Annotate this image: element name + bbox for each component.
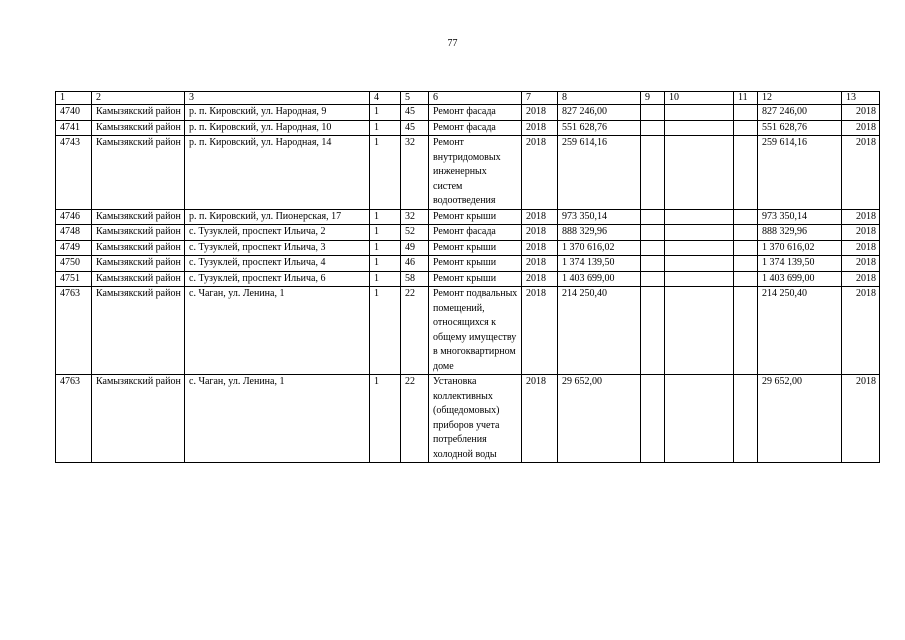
- col9-cell: [641, 209, 665, 225]
- col11-cell: [734, 209, 758, 225]
- address-cell: р. п. Кировский, ул. Народная, 9: [185, 105, 370, 121]
- col5-cell: 32: [401, 136, 429, 210]
- work-type-cell: Ремонт внутридомовых инженерных систем водоотведения: [429, 136, 522, 210]
- col10-cell: [665, 105, 734, 121]
- row-id-cell: 4746: [56, 209, 92, 225]
- col5-cell: 22: [401, 375, 429, 463]
- year-cell: 2018: [522, 256, 558, 272]
- col11-cell: [734, 136, 758, 210]
- col11-cell: [734, 240, 758, 256]
- row-id-cell: 4748: [56, 225, 92, 241]
- col4-cell: 1: [370, 136, 401, 210]
- amount-cell: 973 350,14: [558, 209, 641, 225]
- table-row: [56, 271, 880, 287]
- data-table: [55, 91, 880, 463]
- total-cell: 551 628,76: [758, 120, 842, 136]
- address-cell: с. Тузуклей, проспект Ильича, 3: [185, 240, 370, 256]
- row-id-cell: 4763: [56, 287, 92, 375]
- header-cell: 5: [401, 92, 429, 105]
- header-cell: 9: [641, 92, 665, 105]
- district-cell: Камызякский район: [92, 287, 185, 375]
- amount-cell: 1 403 699,00: [558, 271, 641, 287]
- col4-cell: 1: [370, 209, 401, 225]
- district-cell: Камызякский район: [92, 256, 185, 272]
- total-cell: 1 374 139,50: [758, 256, 842, 272]
- table-row: [56, 375, 880, 463]
- col9-cell: [641, 225, 665, 241]
- work-type-cell: Ремонт фасада: [429, 225, 522, 241]
- table-row: [56, 256, 880, 272]
- col5-cell: 52: [401, 225, 429, 241]
- col9-cell: [641, 287, 665, 375]
- table-row: [56, 136, 880, 210]
- work-type-cell: Ремонт крыши: [429, 240, 522, 256]
- total-cell: 827 246,00: [758, 105, 842, 121]
- table-row: [56, 209, 880, 225]
- district-cell: Камызякский район: [92, 105, 185, 121]
- col4-cell: 1: [370, 225, 401, 241]
- amount-cell: 551 628,76: [558, 120, 641, 136]
- year-cell: 2018: [522, 105, 558, 121]
- col11-cell: [734, 120, 758, 136]
- row-id-cell: 4751: [56, 271, 92, 287]
- row-id-cell: 4740: [56, 105, 92, 121]
- end-year-cell: 2018: [842, 240, 880, 256]
- col10-cell: [665, 271, 734, 287]
- col9-cell: [641, 105, 665, 121]
- end-year-cell: 2018: [842, 120, 880, 136]
- year-cell: 2018: [522, 225, 558, 241]
- amount-cell: 214 250,40: [558, 287, 641, 375]
- header-row: [56, 92, 880, 105]
- year-cell: 2018: [522, 240, 558, 256]
- total-cell: 888 329,96: [758, 225, 842, 241]
- col10-cell: [665, 256, 734, 272]
- header-cell: 11: [734, 92, 758, 105]
- header-cell: 6: [429, 92, 522, 105]
- col11-cell: [734, 256, 758, 272]
- amount-cell: 259 614,16: [558, 136, 641, 210]
- district-cell: Камызякский район: [92, 209, 185, 225]
- row-id-cell: 4741: [56, 120, 92, 136]
- address-cell: р. п. Кировский, ул. Народная, 14: [185, 136, 370, 210]
- col9-cell: [641, 256, 665, 272]
- year-cell: 2018: [522, 120, 558, 136]
- work-type-cell: Установка коллективных (общедомовых) приборов учета потребления холодной воды: [429, 375, 522, 463]
- address-cell: с. Тузуклей, проспект Ильича, 6: [185, 271, 370, 287]
- row-id-cell: 4763: [56, 375, 92, 463]
- district-cell: Камызякский район: [92, 136, 185, 210]
- work-type-cell: Ремонт крыши: [429, 209, 522, 225]
- year-cell: 2018: [522, 375, 558, 463]
- total-cell: 1 370 616,02: [758, 240, 842, 256]
- end-year-cell: 2018: [842, 375, 880, 463]
- header-cell: 1: [56, 92, 92, 105]
- address-cell: с. Чаган, ул. Ленина, 1: [185, 375, 370, 463]
- address-cell: р. п. Кировский, ул. Народная, 10: [185, 120, 370, 136]
- col5-cell: 58: [401, 271, 429, 287]
- col11-cell: [734, 225, 758, 241]
- col5-cell: 22: [401, 287, 429, 375]
- header-cell: 3: [185, 92, 370, 105]
- table-row: [56, 240, 880, 256]
- address-cell: с. Чаган, ул. Ленина, 1: [185, 287, 370, 375]
- col5-cell: 46: [401, 256, 429, 272]
- header-cell: 12: [758, 92, 842, 105]
- col10-cell: [665, 209, 734, 225]
- col5-cell: 32: [401, 209, 429, 225]
- end-year-cell: 2018: [842, 256, 880, 272]
- header-cell: 2: [92, 92, 185, 105]
- col4-cell: 1: [370, 375, 401, 463]
- amount-cell: 827 246,00: [558, 105, 641, 121]
- address-cell: с. Тузуклей, проспект Ильича, 4: [185, 256, 370, 272]
- address-cell: р. п. Кировский, ул. Пионерская, 17: [185, 209, 370, 225]
- table-row: [56, 287, 880, 375]
- end-year-cell: 2018: [842, 209, 880, 225]
- col11-cell: [734, 271, 758, 287]
- table-row: [56, 225, 880, 241]
- row-id-cell: 4750: [56, 256, 92, 272]
- page-number: 77: [447, 38, 458, 49]
- work-type-cell: Ремонт крыши: [429, 271, 522, 287]
- district-cell: Камызякский район: [92, 375, 185, 463]
- year-cell: 2018: [522, 136, 558, 210]
- year-cell: 2018: [522, 287, 558, 375]
- amount-cell: 1 370 616,02: [558, 240, 641, 256]
- address-cell: с. Тузуклей, проспект Ильича, 2: [185, 225, 370, 241]
- header-cell: 8: [558, 92, 641, 105]
- col11-cell: [734, 105, 758, 121]
- total-cell: 1 403 699,00: [758, 271, 842, 287]
- row-id-cell: 4749: [56, 240, 92, 256]
- header-cell: 4: [370, 92, 401, 105]
- amount-cell: 1 374 139,50: [558, 256, 641, 272]
- total-cell: 973 350,14: [758, 209, 842, 225]
- district-cell: Камызякский район: [92, 120, 185, 136]
- end-year-cell: 2018: [842, 271, 880, 287]
- col4-cell: 1: [370, 120, 401, 136]
- col9-cell: [641, 136, 665, 210]
- year-cell: 2018: [522, 271, 558, 287]
- work-type-cell: Ремонт крыши: [429, 256, 522, 272]
- col5-cell: 45: [401, 120, 429, 136]
- header-cell: 13: [842, 92, 880, 105]
- col4-cell: 1: [370, 287, 401, 375]
- end-year-cell: 2018: [842, 225, 880, 241]
- col10-cell: [665, 120, 734, 136]
- total-cell: 259 614,16: [758, 136, 842, 210]
- district-cell: Камызякский район: [92, 271, 185, 287]
- col4-cell: 1: [370, 256, 401, 272]
- district-cell: Камызякский район: [92, 240, 185, 256]
- total-cell: 29 652,00: [758, 375, 842, 463]
- col10-cell: [665, 136, 734, 210]
- amount-cell: 29 652,00: [558, 375, 641, 463]
- year-cell: 2018: [522, 209, 558, 225]
- col4-cell: 1: [370, 271, 401, 287]
- work-type-cell: Ремонт фасада: [429, 120, 522, 136]
- header-cell: 10: [665, 92, 734, 105]
- work-type-cell: Ремонт подвальных помещений, относящихся к общему имуществу в многоквартирном доме: [429, 287, 522, 375]
- col10-cell: [665, 287, 734, 375]
- col10-cell: [665, 375, 734, 463]
- col9-cell: [641, 240, 665, 256]
- col11-cell: [734, 375, 758, 463]
- district-cell: Камызякский район: [92, 225, 185, 241]
- table-row: [56, 105, 880, 121]
- total-cell: 214 250,40: [758, 287, 842, 375]
- col5-cell: 45: [401, 105, 429, 121]
- col9-cell: [641, 120, 665, 136]
- end-year-cell: 2018: [842, 105, 880, 121]
- col9-cell: [641, 271, 665, 287]
- table-row: [56, 120, 880, 136]
- col11-cell: [734, 287, 758, 375]
- end-year-cell: 2018: [842, 136, 880, 210]
- col4-cell: 1: [370, 240, 401, 256]
- header-cell: 7: [522, 92, 558, 105]
- end-year-cell: 2018: [842, 287, 880, 375]
- work-type-cell: Ремонт фасада: [429, 105, 522, 121]
- col4-cell: 1: [370, 105, 401, 121]
- col10-cell: [665, 240, 734, 256]
- col5-cell: 49: [401, 240, 429, 256]
- amount-cell: 888 329,96: [558, 225, 641, 241]
- col9-cell: [641, 375, 665, 463]
- row-id-cell: 4743: [56, 136, 92, 210]
- col10-cell: [665, 225, 734, 241]
